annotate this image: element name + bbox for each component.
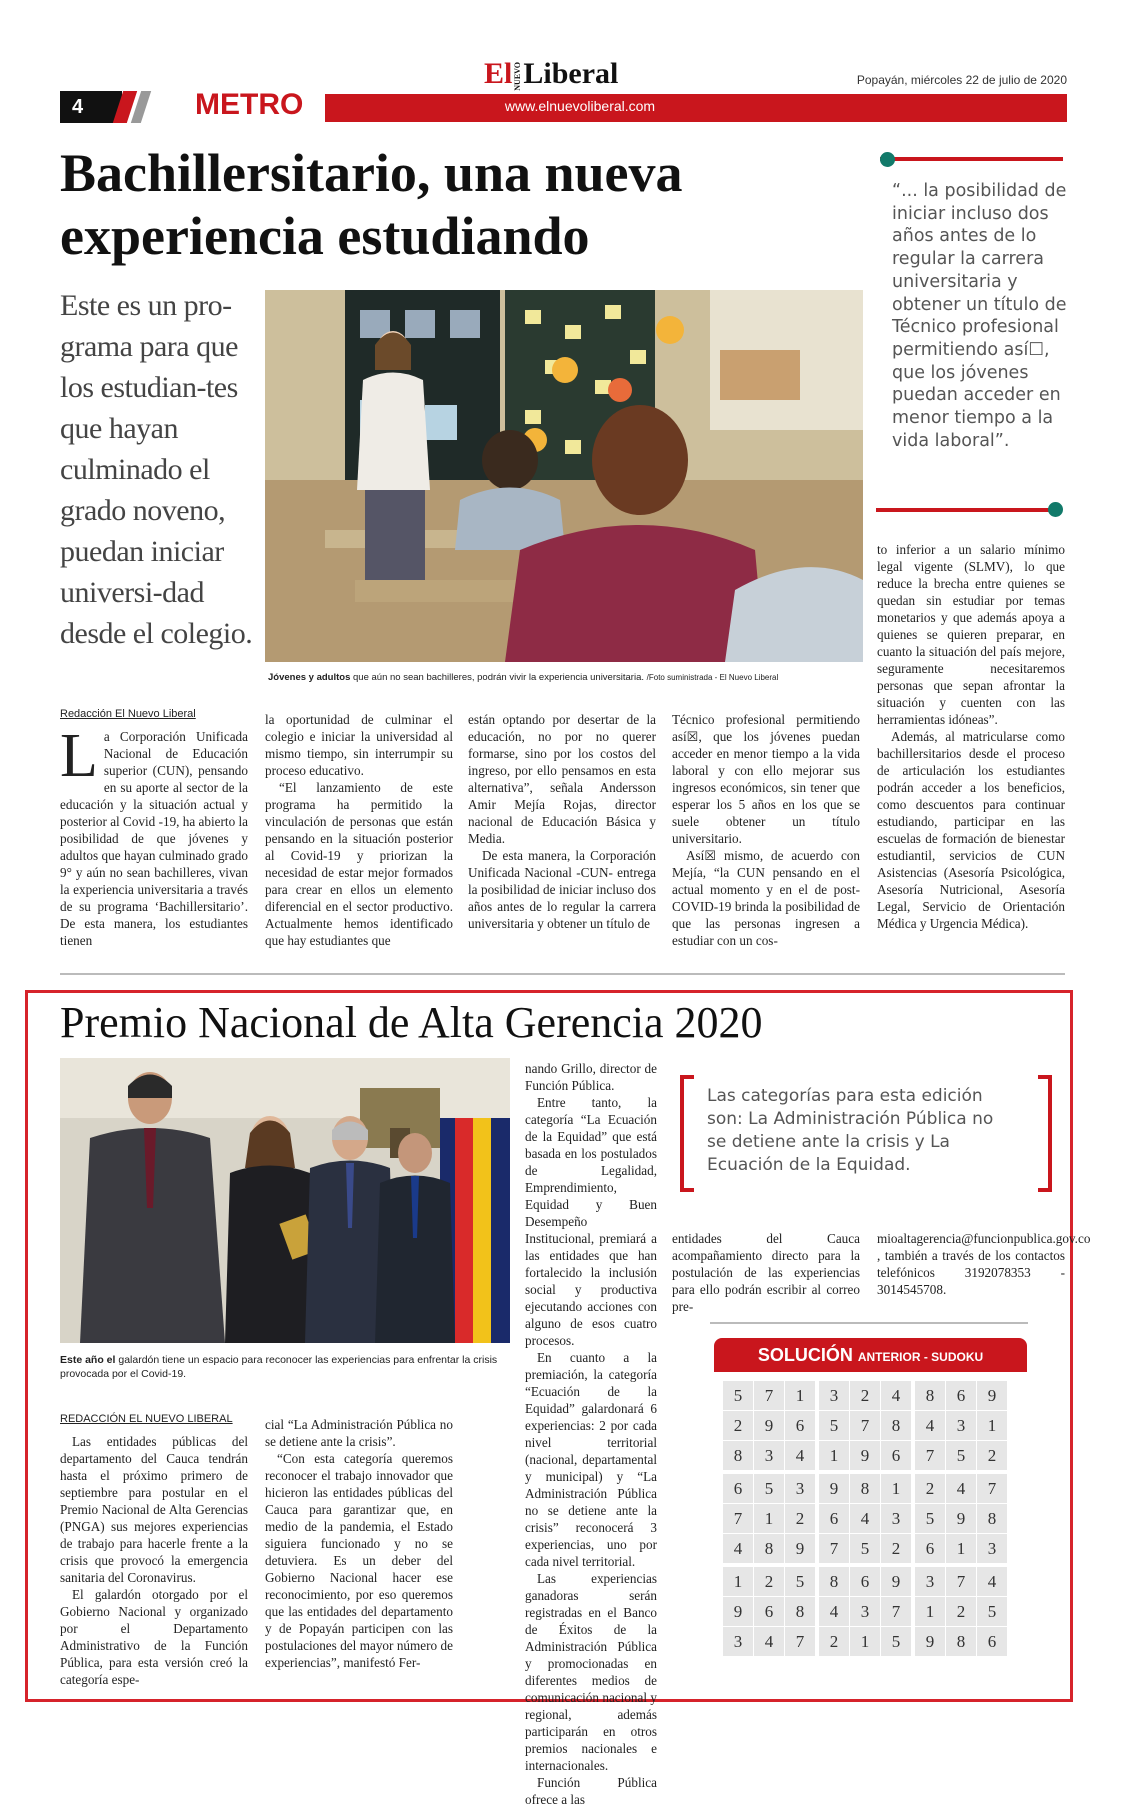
paragraph: Entre tanto, la categoría “La Ecuación de la Equidad” que está basada en los postulados de Legalidad, Emprendimiento, Equidad y Buen Desempeño Institucional, premiará a las entidades que han fortalecido la inclusión social y productiva ejecutando acciones con alguno de esos cuatro procesos. [525, 1095, 657, 1348]
article-column-3 [468, 711, 656, 932]
sudoku-cell: 7 [977, 1472, 1008, 1504]
drop-cap: L [60, 722, 98, 790]
sudoku-cell: 9 [850, 1441, 881, 1473]
sudoku-cell: 1 [817, 1441, 850, 1473]
paragraph: El galardón otorgado por el Gobierno Nacional y organizado por el Departamento Administrativo de la Función Pública, para esta versión creó la categoría espe- [60, 1587, 248, 1687]
sudoku-row [723, 1627, 1008, 1657]
sudoku-cell: 6 [785, 1411, 818, 1441]
photo-caption [268, 672, 868, 683]
sudoku-cell: 6 [817, 1504, 850, 1534]
header-red-bar [325, 94, 1067, 122]
sudoku-cell: 1 [785, 1381, 818, 1411]
sudoku-cell: 7 [785, 1627, 818, 1657]
sudoku-cell: 4 [754, 1627, 785, 1657]
sudoku-cell: 7 [946, 1565, 977, 1597]
sudoku-cell: 8 [881, 1411, 914, 1441]
paragraph: la oportunidad de culminar el colegio e iniciar la universidad al mismo tiempo, sin interrumpir su proceso educativo. [265, 712, 453, 778]
paragraph: están optando por desertar de la educación, no por no querer formarse, sino por los costos del ingreso, por ello pensamos en esta alternativa”, señala Andersson Amir Mejía Rojas, director nacional de Educación Básica y Media. [468, 712, 656, 846]
sudoku-cell: 3 [913, 1565, 946, 1597]
sudoku-cell: 9 [977, 1381, 1008, 1411]
sudoku-cell: 7 [913, 1441, 946, 1473]
sudoku-cell: 2 [785, 1504, 818, 1534]
sudoku-cell: 1 [723, 1565, 754, 1597]
paragraph: Las entidades públicas del departamento del Cauca tendrán hasta el próximo primero de septiembre para postular en el Premio Nacional de Alta Gerencias (PNGA) sus mejores experiencias de trabajo para hacerle frente a la crisis que provocó la emergencia sanitaria del Coronavirus. [60, 1434, 248, 1585]
sudoku-cell: 1 [946, 1534, 977, 1566]
sudoku-cell: 3 [754, 1441, 785, 1473]
sudoku-cell: 3 [723, 1627, 754, 1657]
quote-dot-top [880, 152, 895, 167]
section-label: METRO [195, 88, 304, 121]
sudoku-cell: 5 [946, 1441, 977, 1473]
award-column-1 [60, 1433, 248, 1688]
sudoku-cell: 7 [817, 1534, 850, 1566]
logo-liberal: Liberal [523, 57, 619, 90]
sudoku-cell: 9 [913, 1627, 946, 1657]
article-column-5 [877, 541, 1065, 932]
sudoku-cell: 6 [913, 1534, 946, 1566]
sudoku-rule [710, 1322, 1028, 1324]
sudoku-cell: 1 [850, 1627, 881, 1657]
sudoku-cell: 9 [881, 1565, 914, 1597]
pull-quote: “... la posibilidad de iniciar incluso dos años antes de lo regular la carrera universitaria y obtener un título de Técnico profesional permitiendo así☐, que los jóvenes puedan acceder en menor tiempo a la vida laboral”. [892, 181, 1067, 451]
paragraph: De esta manera, la Corporación Unificada Nacional -CUN- entrega la posibilidad de iniciar incluso dos años antes de lo regular la carrera universitaria y obtener un título de [468, 848, 656, 931]
sudoku-cell: 3 [785, 1472, 818, 1504]
quote-bracket-right [1038, 1075, 1052, 1192]
sudoku-cell: 5 [785, 1565, 818, 1597]
award-column-2 [265, 1416, 453, 1671]
sudoku-cell: 6 [881, 1441, 914, 1473]
paragraph: En cuanto a la premiación, la categoría “Ecuación de la Equidad” galardonará 6 experiencias: 2 por cada nivel territorial (nacional, departamental y municipal) y “La Administración Pública no se detiene ante la crisis” reconocerá 3 experiencias, uno por cada nivel territorial. [525, 1350, 657, 1569]
paragraph: cial “La Administración Pública no se detiene ante la crisis”. [265, 1417, 453, 1449]
sudoku-cell: 5 [850, 1534, 881, 1566]
section-divider [60, 973, 1065, 975]
award-column-3 [525, 1060, 657, 1808]
article-column-1 [60, 722, 248, 949]
article-headline: Bachillersitario, una nueva experiencia estudiando [60, 143, 683, 266]
caption-credit: /Foto suministrada - El Nuevo Liberal [646, 673, 779, 682]
logo-el: El [484, 57, 513, 90]
dateline: Popayán, miércoles 22 de julio de 2020 [856, 73, 1067, 87]
sudoku-grid [722, 1380, 1008, 1657]
sudoku-row [723, 1441, 1008, 1473]
sudoku-cell: 8 [946, 1627, 977, 1657]
sudoku-cell: 5 [913, 1504, 946, 1534]
sudoku-cell: 7 [881, 1597, 914, 1627]
sudoku-cell: 6 [977, 1627, 1008, 1657]
sudoku-cell: 5 [977, 1597, 1008, 1627]
sudoku-cell: 1 [977, 1411, 1008, 1441]
sudoku-title [714, 1338, 1027, 1372]
sudoku-cell: 8 [723, 1441, 754, 1473]
award-photo [60, 1058, 510, 1343]
sudoku-cell: 6 [850, 1565, 881, 1597]
sudoku-cell: 7 [723, 1504, 754, 1534]
sudoku-cell: 4 [850, 1504, 881, 1534]
sudoku-cell: 6 [723, 1472, 754, 1504]
sudoku-cell: 5 [754, 1472, 785, 1504]
sudoku-cell: 3 [977, 1534, 1008, 1566]
quote-dot-bottom [1048, 502, 1063, 517]
sudoku-cell: 8 [817, 1565, 850, 1597]
sudoku-cell: 4 [881, 1381, 914, 1411]
sudoku-cell: 4 [817, 1597, 850, 1627]
sudoku-cell: 9 [723, 1597, 754, 1627]
sudoku-cell: 4 [977, 1565, 1008, 1597]
sudoku-cell: 8 [977, 1504, 1008, 1534]
sudoku-cell: 7 [754, 1381, 785, 1411]
sudoku-cell: 2 [913, 1472, 946, 1504]
sudoku-cell: 1 [913, 1597, 946, 1627]
quote-bracket-left [680, 1075, 694, 1192]
award-column-5: mioaltagerencia@funcionpublica.gov.co , también a través de los contactos telefónicos 3192078353 - 3014545708. [877, 1231, 1091, 1297]
caption-bold: Este año el [60, 1354, 116, 1366]
sudoku-cell: 2 [850, 1381, 881, 1411]
sudoku-title-sub: ANTERIOR - SUDOKU [857, 1350, 984, 1364]
article-column-2 [265, 711, 453, 949]
sudoku-cell: 3 [817, 1381, 850, 1411]
sudoku-cell: 8 [850, 1472, 881, 1504]
sudoku-cell: 2 [977, 1441, 1008, 1473]
caption-text: que aún no sean bachilleres, podrán vivir la experiencia universitaria. [350, 672, 647, 683]
article-deck: Este es un pro-grama para que los estudian-tes que hayan culminado el grado noveno, puedan iniciar universi-dad desde el colegio. [60, 289, 253, 650]
byline: Redacción El Nuevo Liberal [60, 708, 196, 720]
award-byline: REDACCIÓN EL NUEVO LIBERAL [60, 1413, 233, 1425]
caption-bold: Jóvenes y adultos [268, 672, 351, 683]
sudoku-cell: 5 [881, 1627, 914, 1657]
sudoku-cell: 8 [785, 1597, 818, 1627]
sudoku-cell: 5 [723, 1381, 754, 1411]
website-url[interactable]: www.elnuevoliberal.com [504, 98, 656, 114]
sudoku-row [723, 1534, 1008, 1566]
sudoku-row [723, 1472, 1008, 1504]
sudoku-cell: 4 [946, 1472, 977, 1504]
paragraph: “Con esta categoría queremos reconocer el trabajo innovador que hicieron las entidades públicas del Cauca para garantizar que, en medio de la pandemia, el Estado siguiera funcionado y no se detuviera. Es un deber del Gobierno Nacional hacer ese reconocimiento, por eso queremos que las entidades del departamento y de Popayán participen con las postulaciones del mayor número de experiencias”, manifestó Fer- [265, 1451, 453, 1670]
award-headline: Premio Nacional de Alta Gerencia 2020 [60, 998, 763, 1047]
sudoku-cell: 2 [946, 1597, 977, 1627]
paragraph: nando Grillo, director de Función Pública. [525, 1061, 657, 1093]
sudoku-cell: 9 [754, 1411, 785, 1441]
paragraph: Las experiencias ganadoras serán registradas en el Banco de Éxitos de la Administración Pública y promocionadas en diferentes medios de comunicación nacional y regional, además participarán en otros premios nacionales e internacionales. [525, 1571, 657, 1773]
sudoku-cell: 8 [754, 1534, 785, 1566]
sudoku-cell: 9 [817, 1472, 850, 1504]
sudoku-cell: 6 [754, 1597, 785, 1627]
sudoku-cell: 9 [946, 1504, 977, 1534]
sudoku-cell: 1 [881, 1472, 914, 1504]
caption-text: galardón tiene un espacio para reconocer las experiencias para enfrentar la crisis provocada por el Covid-19. [60, 1354, 498, 1380]
paragraph: Así☒ mismo, de acuerdo con Mejía, “la CUN pensando en el actual momento y en el de post- COVID-19 brinda la posibilidad de que las personas ingresen a estudiar con un cos- [672, 848, 860, 948]
sudoku-title-main: SOLUCIÓN [757, 1345, 853, 1365]
classroom-photo [265, 290, 863, 662]
sudoku-cell: 1 [754, 1504, 785, 1534]
award-column-4: entidades del Cauca acompañamiento directo para la postulación de las experiencias para ello podrán escribir al correo pre- [672, 1231, 860, 1314]
quote-rule-top [880, 157, 1063, 161]
sudoku-row [723, 1597, 1008, 1627]
newspaper-logo [484, 57, 618, 91]
sudoku-row [723, 1411, 1008, 1441]
article-column-4 [672, 711, 860, 949]
logo-nuevo: NUEVO [513, 61, 523, 91]
award-photo-caption [60, 1353, 500, 1381]
paragraph: “El lanzamiento de este programa ha permitido la vinculación de personas que están pensando en la situación posterior al Covid-19 y priorizan la necesidad de estar mejor formados para crear en ellos un elemento diferencial en el sector productivo. Actualmente hemos identificado que hay estudiantes que [265, 780, 453, 948]
sudoku-cell: 3 [850, 1597, 881, 1627]
paragraph: Función Pública ofrece a las [525, 1775, 657, 1807]
sudoku-cell: 3 [881, 1504, 914, 1534]
sudoku-cell: 6 [946, 1381, 977, 1411]
sudoku-cell: 2 [723, 1411, 754, 1441]
award-pull-quote: Las categorías para esta edición son: La Administración Pública no se detiene ante la crisis y La Ecuación de la Equidad. [707, 1086, 994, 1175]
paragraph: to inferior a un salario mínimo legal vigente (SLMV), lo que reduce la brecha entre quienes se quedan sin estudiar por temas monetarios y que además apoya a quienes se quieren preparar, en cuanto la situación del país mejore, seguramente necesitaremos personas que sepan afrontar la situación y cuenten con las herramientas idóneas”. [877, 542, 1065, 727]
page-number: 4 [60, 91, 122, 123]
sudoku-cell: 3 [946, 1411, 977, 1441]
sudoku-cell: 4 [723, 1534, 754, 1566]
sudoku-row [723, 1565, 1008, 1597]
quote-rule-bottom [876, 508, 1061, 512]
sudoku-cell: 9 [785, 1534, 818, 1566]
sudoku-cell: 2 [881, 1534, 914, 1566]
paragraph: Además, al matricularse como bachillersitarios desde el proceso de articulación los estudiantes podrán acceder a los beneficios, como descuentos para continuar estudiando, participar en las escuelas de formación de bienestar estudiantil, servicios de CUN Asistencias (Asesoría Psicológica, Asesoría Nutricional, Asesoría Legal, Servicio de Orientación Médica y Urgencia Médica). [877, 729, 1065, 931]
paragraph: Técnico profesional permitiendo así☒, que los jóvenes puedan acceder en menor tiempo a la vida laboral y con ello mejorar sus ingresos económicos, sin tener que esperar los 5 años en los que se suele obtener un título universitario. [672, 712, 860, 846]
sudoku-row [723, 1381, 1008, 1411]
sudoku-cell: 4 [785, 1441, 818, 1473]
sudoku-cell: 7 [850, 1411, 881, 1441]
sudoku-cell: 2 [817, 1627, 850, 1657]
sudoku-cell: 5 [817, 1411, 850, 1441]
sudoku-row [723, 1504, 1008, 1534]
column-text: a Corporación Unificada Nacional de Educación superior (CUN), pensando en su aporte al sector de la educación y la situación actual y posterior al Covid -19, ha abierto la posibilidad de que jóvenes y adultos que hayan culminado grado 9° y aún no sean bachilleres, vivan la experiencia universitaria a través de su programa ‘Bachillersitario’. De esta manera, los estudiantes tienen [60, 729, 248, 948]
sudoku-cell: 4 [913, 1411, 946, 1441]
sudoku-cell: 8 [913, 1381, 946, 1411]
sudoku-cell: 2 [754, 1565, 785, 1597]
